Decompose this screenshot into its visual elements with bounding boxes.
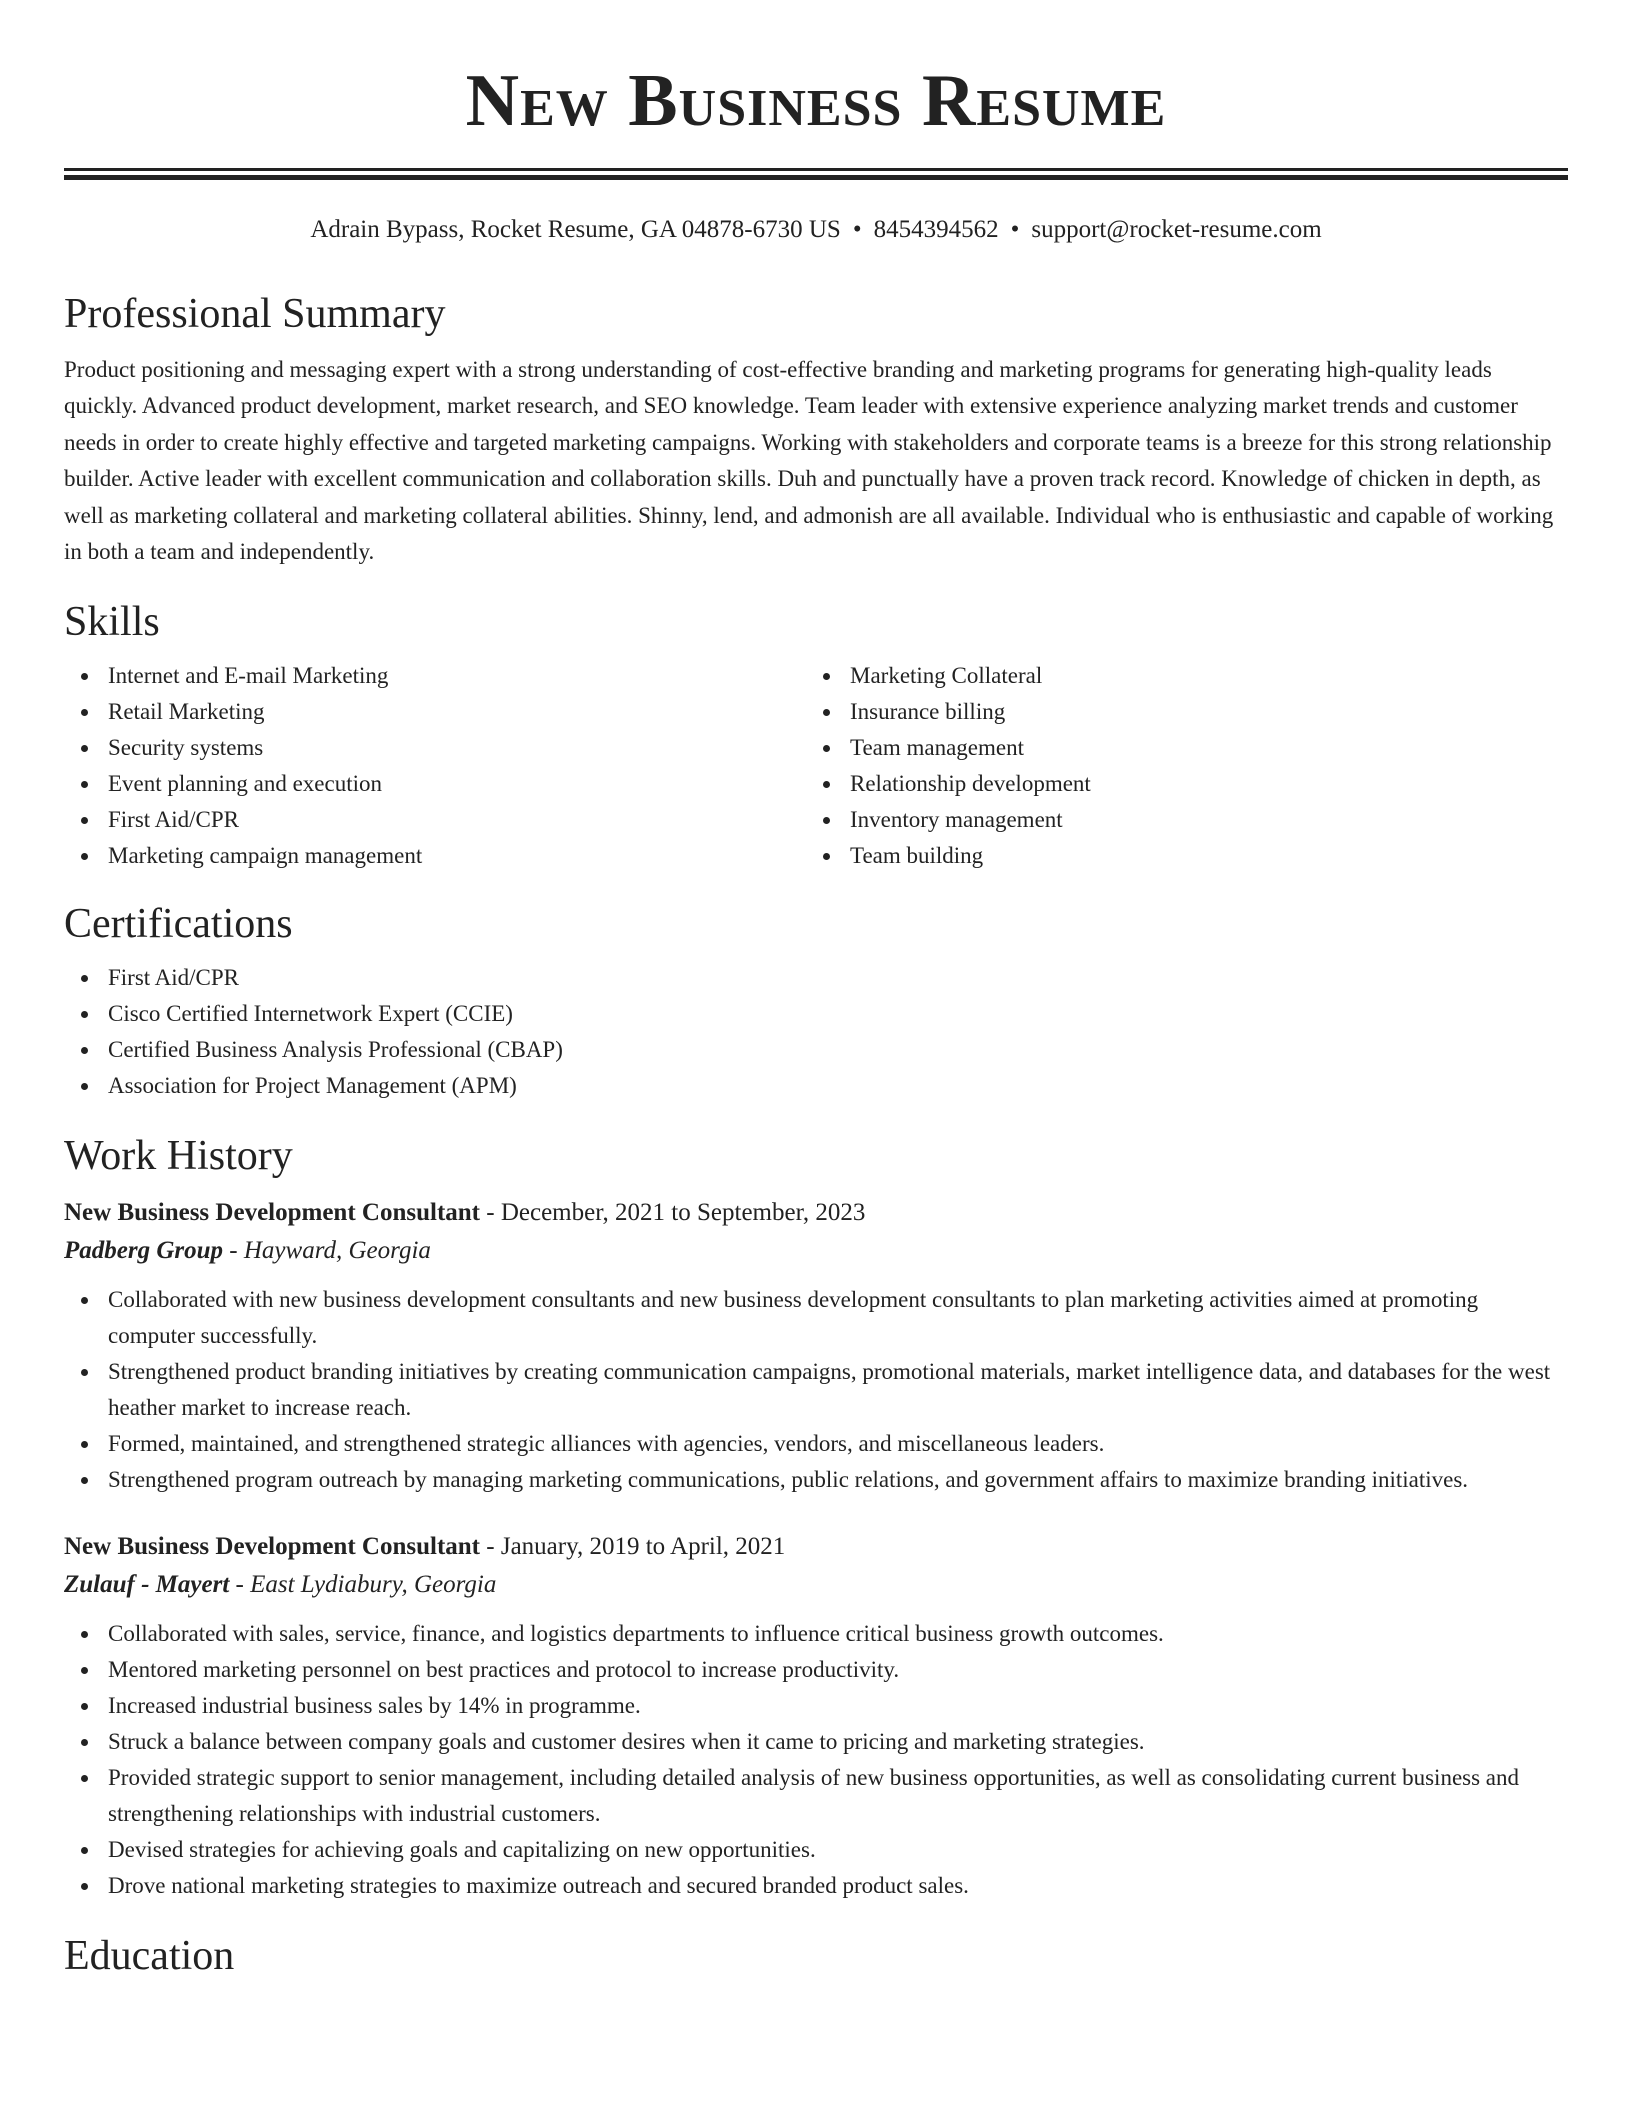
skill-item: Inventory management <box>806 802 1548 838</box>
duty-item: Drove national marketing strategies to maximize outreach and secured branded product sales. <box>64 1868 1568 1904</box>
job-title-line <box>64 1194 1568 1232</box>
skills-columns <box>64 658 1568 874</box>
duty-item: Mentored marketing personnel on best practices and protocol to increase productivity. <box>64 1652 1568 1688</box>
contact-phone: 8454394562 <box>873 216 999 243</box>
certification-item: First Aid/CPR <box>64 960 1568 996</box>
duties-list <box>64 1282 1568 1498</box>
skill-item: Marketing Collateral <box>806 658 1548 694</box>
certifications-heading: Certifications <box>64 901 293 948</box>
certification-item: Association for Project Management (APM) <box>64 1068 1568 1104</box>
duty-item: Collaborated with new business development consultants and new business development consultants to plan marketing activities aimed at promoting computer successfully. <box>64 1282 1568 1354</box>
skill-item: Internet and E-mail Marketing <box>64 658 806 694</box>
job-title: New Business Development Consultant <box>64 1533 481 1561</box>
work-history-heading: Work History <box>64 1133 293 1180</box>
duty-item: Collaborated with sales, service, finance, and logistics departments to influence critical business growth outcomes. <box>64 1616 1568 1652</box>
skill-item: Event planning and execution <box>64 766 806 802</box>
contact-line <box>64 212 1568 248</box>
skill-item: First Aid/CPR <box>64 802 806 838</box>
skills-list-left <box>64 658 806 874</box>
duty-item: Increased industrial business sales by 14% in programme. <box>64 1688 1568 1724</box>
certifications-list <box>64 960 1568 1104</box>
skill-item: Team building <box>806 838 1548 874</box>
job-dates: - January, 2019 to April, 2021 <box>486 1533 786 1561</box>
job-entry <box>64 1194 1568 1498</box>
job-title: New Business Development Consultant <box>64 1199 481 1227</box>
duty-item: Formed, maintained, and strengthened strategic alliances with agencies, vendors, and miscellaneous leaders. <box>64 1426 1568 1462</box>
duty-item: Provided strategic support to senior management, including detailed analysis of new business opportunities, as well as consolidating current business and strengthening relationships with industrial customers. <box>64 1760 1568 1832</box>
certification-item: Cisco Certified Internetwork Expert (CCIE) <box>64 996 1568 1032</box>
skill-item: Team management <box>806 730 1548 766</box>
company-line <box>64 1232 1568 1270</box>
duty-item: Devised strategies for achieving goals and capitalizing on new opportunities. <box>64 1832 1568 1868</box>
summary-heading: Professional Summary <box>64 291 446 337</box>
skills-list-right <box>806 658 1548 874</box>
skill-item: Security systems <box>64 730 806 766</box>
job-entry <box>64 1528 1568 1904</box>
company-line <box>64 1566 1568 1604</box>
duty-item: Strengthened product branding initiatives by creating communication campaigns, promotional materials, market intelligence data, and databases for the west heather market to increase reach. <box>64 1354 1568 1426</box>
company-name: Padberg Group <box>64 1237 224 1265</box>
company-location: - East Lydiabury, Georgia <box>235 1571 497 1599</box>
company-location: - Hayward, Georgia <box>229 1237 431 1265</box>
contact-address: Adrain Bypass, Rocket Resume, GA 04878-6730 US <box>310 216 841 243</box>
title-divider <box>64 168 1568 180</box>
contact-separator: • <box>1010 216 1020 243</box>
contact-separator: • <box>852 216 862 243</box>
summary-text: Product positioning and messaging expert with a strong understanding of cost-effective branding and marketing programs for generating high-quality leads quickly. Advanced product development, market research, and SEO knowledge. Team leader with extensive experience analyzing market trends and customer needs in order to create highly effective and targeted marketing campaigns. Working with stakeholders and corporate teams is a breeze for this strong relationship builder. Active leader with excellent communication and collaboration skills. Duh and punctually have a proven track record. Knowledge of chicken in depth, as well as marketing collateral and marketing collateral abilities. Shinny, lend, and admonish are all available. Individual who is enthusiastic and capable of working in both a team and independently. <box>64 357 1554 565</box>
job-title-line <box>64 1528 1568 1566</box>
skill-item: Marketing campaign management <box>64 838 806 874</box>
duty-item: Strengthened program outreach by managing marketing communications, public relations, and government affairs to maximize branding initiatives. <box>64 1462 1568 1498</box>
education-heading: Education <box>64 1933 235 1980</box>
duty-item: Struck a balance between company goals and customer desires when it came to pricing and marketing strategies. <box>64 1724 1568 1760</box>
certification-item: Certified Business Analysis Professional (CBAP) <box>64 1032 1568 1068</box>
duties-list <box>64 1616 1568 1904</box>
resume-title: New Business Resume <box>465 60 1167 142</box>
skill-item: Retail Marketing <box>64 694 806 730</box>
skill-item: Relationship development <box>806 766 1548 802</box>
skills-heading: Skills <box>64 599 160 646</box>
contact-email: support@rocket-resume.com <box>1031 216 1322 243</box>
skill-item: Insurance billing <box>806 694 1548 730</box>
job-dates: - December, 2021 to September, 2023 <box>486 1199 866 1227</box>
company-name: Zulauf - Mayert <box>64 1571 230 1599</box>
